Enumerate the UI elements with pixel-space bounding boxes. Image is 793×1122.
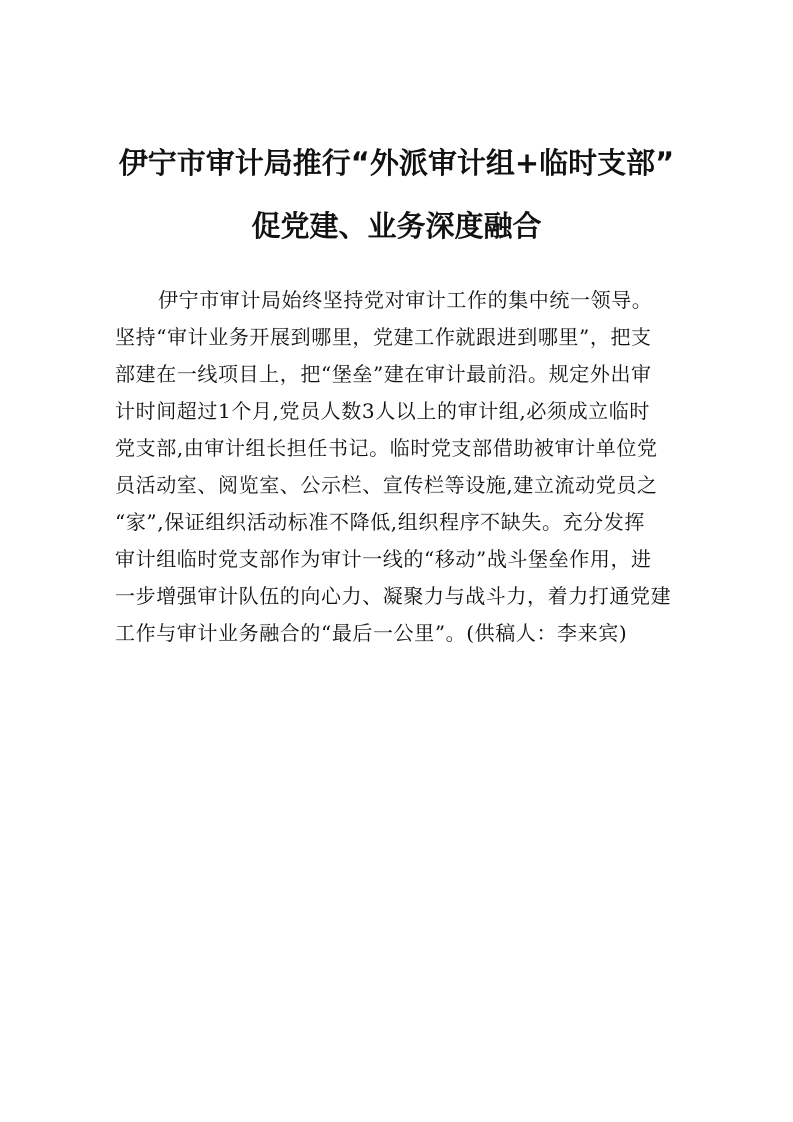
body-line: 工作与审计业务融合的“最后一公里”。(供稿人：李来宾): [115, 621, 628, 645]
document-title-line-2: 促党建、业务深度融合: [251, 209, 542, 243]
body-line: 计时间超过1个月,党员人数3人以上的审计组,必须成立临时: [115, 399, 650, 423]
body-line: 审计组临时党支部作为审计一线的“移动”战斗堡垒作用，进: [115, 547, 652, 571]
body-line: 员活动室、阅览室、公示栏、宣传栏等设施,建立流动党员之: [115, 473, 658, 497]
body-line: 一步增强审计队伍的向心力、凝聚力与战斗力，着力打通党建: [115, 584, 672, 608]
document-title-line-1: 伊宁市审计局推行“外派审计组+临时支部”: [118, 146, 675, 180]
body-line: 坚持“审计业务开展到哪里，党建工作就跟进到哪里”，把支: [115, 325, 652, 349]
body-line: 部建在一线项目上，把“堡垒”建在审计最前沿。规定外出审: [115, 362, 652, 386]
body-line: 党支部,由审计组长担任书记。临时党支部借助被审计单位党: [115, 436, 658, 460]
document-body: [115, 282, 685, 652]
body-line: 伊宁市审计局始终坚持党对审计工作的集中统一领导。: [158, 288, 653, 312]
body-line: “家”,保证组织活动标准不降低,组织程序不缺失。充分发挥: [115, 510, 645, 534]
